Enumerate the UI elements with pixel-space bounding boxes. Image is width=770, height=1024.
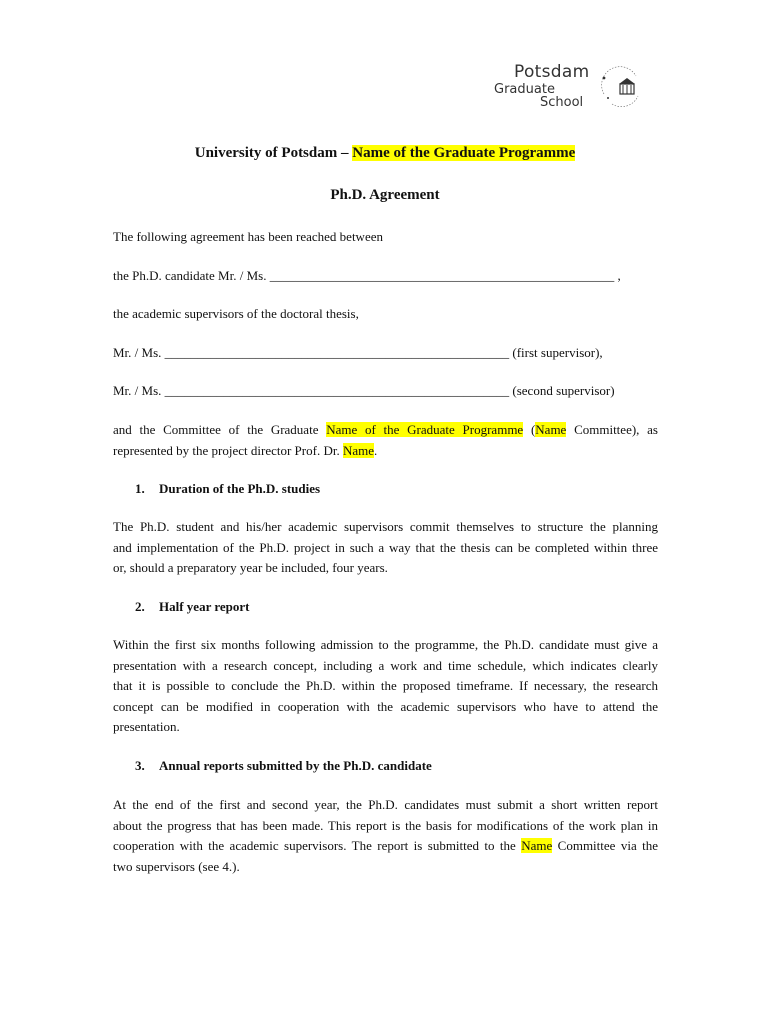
section-2-line: that it is possible to conclude the Ph.D. within the proposed timeframe. If necessary, the research [113,678,658,693]
title-programme-placeholder: Name of the Graduate Programme [352,145,576,161]
section-2-number: 2. [135,599,145,614]
potsdam-graduate-school-logo [490,62,650,114]
second-supervisor-line: Mr. / Ms. _____________________________________________________ (second supervisor) [113,383,615,398]
section-2-line: presentation with a research concept, including a work and time schedule, which indicates clearly [113,657,658,673]
committee-text-a: and the Committee of the Graduate [113,422,327,437]
programme-name-placeholder: Name of the Graduate Programme [326,422,524,437]
section-1-heading [135,481,320,497]
section-2-line: presentation. [113,719,180,734]
section-2-heading [135,599,250,615]
section-3-body [113,795,658,877]
committee-name-placeholder: Name [535,422,567,437]
committee-line-1 [113,420,658,441]
first-supervisor-line: Mr. / Ms. _____________________________________________________ (first supervisor), [113,345,603,360]
section-1-title: Duration of the Ph.D. studies [159,481,321,496]
section-3-number: 3. [135,758,145,773]
section-1-line: and implementation of the Ph.D. project in such a way that the thesis can be completed within three [113,539,658,555]
section-2-body [113,635,658,738]
section-3-line: two supervisors (see 4.). [113,858,240,874]
section-2-title: Half year report [159,599,250,614]
logo-text-school: School [540,95,584,110]
committee-text-end: . [374,442,378,458]
section-3-heading [135,758,432,774]
section-3-line: At the end of the first and second year, the Ph.D. candidates must submit a short written report [113,797,658,812]
supervisors-intro: the academic supervisors of the doctoral thesis, [113,306,359,321]
section-3-line [113,836,658,857]
section-1-number: 1. [135,481,145,496]
section-1-body [113,517,658,579]
document-title [0,145,770,162]
title-prefix: University of Potsdam – [194,145,353,161]
section-1-line: or, should a preparatory year be included, four years. [113,560,388,575]
director-name-placeholder: Name [342,442,374,458]
section-1-line: The Ph.D. student and his/her academic supervisors commit themselves to structure the planning [113,519,658,534]
committee-line-2 [113,441,658,462]
committee-text-c: Committee), as [566,422,658,437]
committee-paragraph [113,420,658,461]
university-seal-icon [598,64,642,112]
candidate-line: the Ph.D. candidate Mr. / Ms. _____________________________________________________ , [113,268,621,283]
section-3-title: Annual reports submitted by the Ph.D. candidate [159,758,432,773]
document-subtitle: Ph.D. Agreement [330,187,440,203]
section-2-line: concept can be modified in cooperation with the academic supervisors who have to attend the [113,698,658,714]
section-2-line: Within the first six months following admission to the programme, the Ph.D. candidate must give a [113,637,658,652]
section-3-line: about the progress that has been made. This report is the basis for modifications of the work plan in [113,817,658,833]
logo-text-graduate: Graduate [494,82,555,97]
committee-name-placeholder: Name [521,838,553,853]
section-3-text: cooperation with the academic supervisors. The report is submitted to the [113,838,522,853]
intro-text: The following agreement has been reached between [113,229,383,244]
section-3-text: Committee via the [552,838,658,853]
committee-text-d: represented by the project director Prof. Dr. [113,442,343,458]
logo-text-potsdam: Potsdam [514,62,590,82]
committee-text-b: ( [523,422,536,437]
